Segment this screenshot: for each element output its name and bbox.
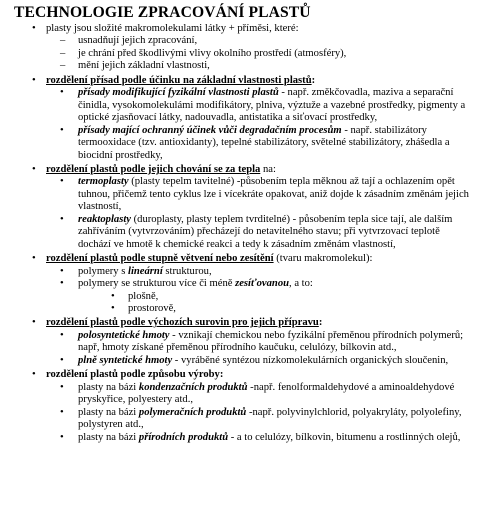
section-production	[14, 369, 473, 444]
term-description: - vyráběné syntézou nízkomolekulárních organických sloučenin,	[172, 354, 449, 366]
page-title: TECHNOLOGIE ZPRACOVÁNÍ PLASTŮ	[14, 4, 311, 21]
item-suffix: -např. polyvinylchlorid, polyakryláty, polyolefiny, polystyren atd.,	[78, 406, 462, 431]
item-suffix: strukturou,	[162, 265, 212, 277]
section-additives	[14, 75, 473, 162]
section-crosslinking	[14, 253, 473, 315]
section-heading: rozdělení plastů podle způsobu výroby:	[46, 369, 224, 381]
list-item	[46, 176, 473, 213]
section-heading: rozdělení plastů podle výchozích surovin pro jejich přípravu	[46, 317, 319, 329]
item-prefix: polymery s	[78, 265, 129, 277]
term: přísady mající ochranný účinek vůči degradačním procesům	[78, 124, 342, 136]
heading-colon: :	[311, 74, 316, 86]
item-suffix: - a to celulózy, bílkovin, bitumenu a rostlinných olejů,	[228, 431, 461, 443]
term-description: (duroplasty, plasty teplem tvrditelné) - působením tepla sice tají, ale dalším zahříváním (vytvrzováním) přecházejí do netavitelného stavu; při vytvrzovací teplotě dochází ve hmotě k chemické reakci a tedy k zásadním změnám vlastností,	[78, 213, 453, 250]
list-item	[46, 432, 473, 444]
item-prefix: plasty na bázi	[78, 406, 139, 418]
term-description: - vznikají chemickou nebo fyzikální přeměnou přírodních polymerů; např, hmoty získané přeměnou přírodního kaučuku, celulózy, bílkovin atd.,	[78, 329, 464, 354]
composition-list	[46, 35, 473, 72]
term: zesíťovanou	[235, 278, 290, 290]
section-composition	[14, 23, 473, 73]
term: přírodních produktů	[138, 431, 229, 443]
list-item: – usnadňují jejich zpracování,	[46, 35, 473, 47]
term-description: - např. stabilizátory termooxidace (tzv. antioxidanty), tepelné stabilizátory, světelné stabilizátory, zhášedla a biocidní prostředky,	[78, 124, 450, 161]
item-prefix: plasty na bázi	[78, 431, 139, 443]
term: přísady modifikující fyzikální vlastnosti plastů	[78, 87, 279, 99]
crosslink-sublist	[78, 291, 473, 316]
heading-colon: :	[318, 317, 323, 329]
raw-materials-list	[46, 330, 473, 367]
list-item	[46, 382, 473, 407]
item-prefix: plasty na bázi	[78, 381, 139, 393]
term-description: - např. změkčovadla, maziva a separační činidla, vysokomolekulámi modifikátory, plniva, výztuže a vazebné prostředky, pigmenty a optické zjasňovací látky, nadouvadla, antistatika a siťovací prostředky,	[78, 87, 466, 124]
list-item	[46, 330, 473, 355]
term: lineární	[128, 265, 163, 277]
list-item: • prostorově,	[78, 303, 473, 315]
heading-tail: na:	[260, 163, 276, 175]
item-suffix: -např. fenolformaldehydové a aminoaldehydové pryskyřice, polyestery atd.,	[78, 381, 455, 406]
list-item	[46, 125, 473, 162]
composition-intro: plasty jsou složité makromolekulami látky + příměsi, které:	[46, 23, 299, 34]
section-heat-behaviour	[14, 164, 473, 251]
item-suffix: , a to:	[289, 278, 313, 290]
list-item: – je chrání před škodlivými vlivy okolního prostředí (atmosféry),	[46, 48, 473, 60]
term: kondenzačních produktů	[138, 381, 248, 393]
section-raw-materials	[14, 317, 473, 367]
list-item	[46, 214, 473, 251]
term: polymeračních produktů	[138, 406, 247, 418]
term-description: (plasty tepelm tavitelné) -působením tepla měknou až tají a ochlazením opět tuhnou, přičemž tento cyklus lze i vícekráte opakovat, aniž dojde k zásadním změnám jejich vlastností,	[78, 176, 469, 213]
list-item	[46, 87, 473, 124]
item-prefix: polymery se strukturou více či méně	[78, 278, 236, 290]
crosslink-list	[46, 266, 473, 316]
term: reaktoplasty	[78, 213, 131, 225]
term: polosyntetické hmoty	[78, 329, 170, 341]
list-item	[46, 355, 473, 367]
section-heading: rozdělení plastů podle jejich chování se za tepla	[46, 163, 261, 175]
section-heading: rozdělení plastů podle stupně větvení nebo zesítění	[46, 253, 274, 265]
additives-list	[46, 87, 473, 162]
section-heading: rozdělení přísad podle účinku na základní vlastnosti plastů	[46, 74, 312, 86]
list-item: – mění jejich základní vlastnosti,	[46, 60, 473, 72]
production-list	[46, 382, 473, 444]
list-item	[46, 407, 473, 432]
heading-tail: (tvaru makromolekul):	[273, 253, 373, 265]
term: termoplasty	[78, 176, 129, 188]
main-list	[14, 23, 473, 444]
list-item: • plošně,	[78, 291, 473, 303]
heat-list	[46, 176, 473, 251]
list-item	[46, 266, 473, 278]
term: plně syntetické hmoty	[78, 354, 173, 366]
list-item	[46, 278, 473, 315]
